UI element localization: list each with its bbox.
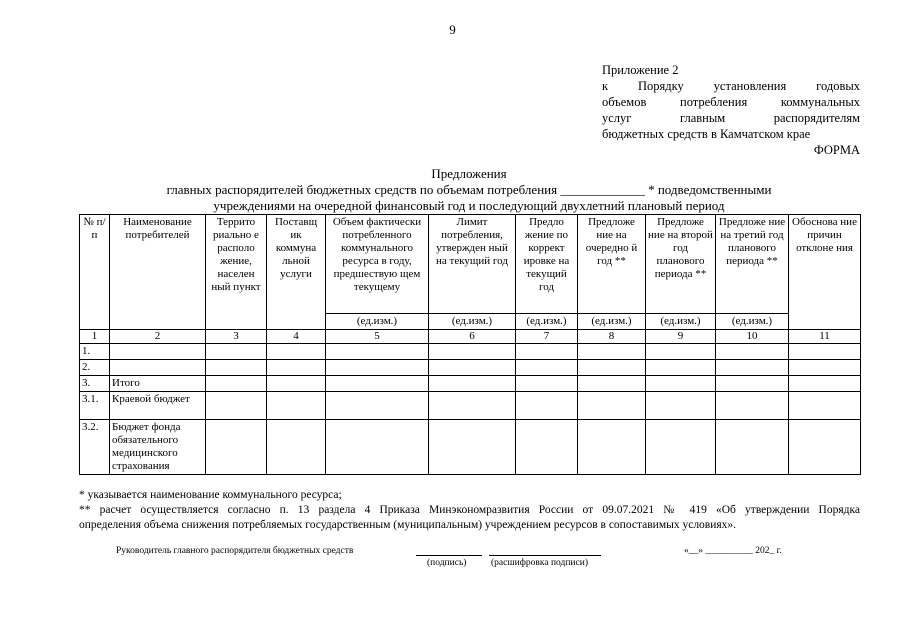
- appendix-line-1: к Порядку установления годовых: [602, 79, 860, 93]
- signature-underline: [416, 545, 482, 556]
- heading-line-2: главных распорядителей бюджетных средств по объемам потребления _____________ * подведомственными: [166, 182, 772, 197]
- column-number: 2: [110, 330, 206, 344]
- column-number: 11: [789, 330, 861, 344]
- decoding-line: [489, 545, 601, 559]
- unit-cell: (ед.изм.): [578, 314, 646, 330]
- column-number: 4: [267, 330, 326, 344]
- proposals-table: [79, 214, 861, 475]
- header-cell: Предложе ние на очередно й год **: [578, 215, 646, 314]
- unit-cell: (ед.изм.): [429, 314, 516, 330]
- table-row: [80, 360, 861, 376]
- row-name: Бюджет фонда обязательного медицинского страхования: [110, 420, 206, 475]
- signature-label: Руководитель главного распорядителя бюджетных средств: [116, 546, 354, 556]
- row-name: Краевой бюджет: [110, 392, 206, 420]
- row-number: 3.2.: [80, 420, 110, 475]
- appendix-block: [602, 62, 860, 158]
- unit-cell: (ед.изм.): [646, 314, 716, 330]
- decoding-caption: (расшифровка подписи): [491, 558, 588, 568]
- column-number: 7: [516, 330, 578, 344]
- unit-cell: (ед.изм.): [716, 314, 789, 330]
- footnote-2-line-1: ** расчет осуществляется согласно п. 13 раздела 4 Приказа Минэкономразвития России от 09.07.2021 № 419 «Об утверждении Порядка: [79, 504, 860, 516]
- header-cell: Предложе ние на третий год планового периода **: [716, 215, 789, 314]
- heading-title: Предложения: [431, 166, 507, 181]
- column-number-row: [80, 330, 861, 344]
- table-row: [80, 344, 861, 360]
- row-number: 2.: [80, 360, 110, 376]
- column-number: 8: [578, 330, 646, 344]
- column-number: 1: [80, 330, 110, 344]
- appendix-title: Приложение 2: [602, 63, 679, 77]
- footnotes: [79, 488, 860, 533]
- column-number: 10: [716, 330, 789, 344]
- header-cell: Наименование потребителей: [110, 215, 206, 330]
- header-cell: Террито риально е располо жение, населен ный пункт: [206, 215, 267, 330]
- row-name: [110, 344, 206, 360]
- header-cell: № п/п: [80, 215, 110, 330]
- header-cell: Лимит потребления, утвержден ный на текущий год: [429, 215, 516, 314]
- table-row: [80, 420, 861, 475]
- page-number: 9: [449, 22, 456, 37]
- date-field: «__» __________ 202_ г.: [684, 546, 782, 556]
- header-cell: Предло жение по коррект ировке на текущий год: [516, 215, 578, 314]
- unit-cell: (ед.изм.): [516, 314, 578, 330]
- column-number: 9: [646, 330, 716, 344]
- header-cell: Поставщ ик коммуна льной услуги: [267, 215, 326, 330]
- header-row: [80, 215, 861, 314]
- signature-line: [416, 545, 482, 559]
- column-number: 3: [206, 330, 267, 344]
- column-number: 6: [429, 330, 516, 344]
- table-row: [80, 376, 861, 392]
- appendix-line-3: услуг главным распорядителям: [602, 111, 860, 125]
- row-name: [110, 360, 206, 376]
- column-number: 5: [326, 330, 429, 344]
- appendix-line-2: объемов потребления коммунальных: [602, 95, 860, 109]
- heading-line-3: учреждениями на очередной финансовый год и последующий двухлетний плановый период: [213, 198, 725, 213]
- footnote-1: * указывается наименование коммунального ресурса;: [79, 489, 342, 501]
- row-number: 3.: [80, 376, 110, 392]
- signature-caption: (подпись): [427, 558, 467, 568]
- document-heading: [78, 166, 860, 214]
- table-row: [80, 392, 861, 420]
- header-cell: Объем фактически потребленного коммунального ресурса в году, предшествую щем текущему: [326, 215, 429, 314]
- header-cell: Обоснова ние причин отклоне ния: [789, 215, 861, 330]
- appendix-line-4: бюджетных средств в Камчатском крае: [602, 127, 811, 141]
- decoding-underline: [489, 545, 601, 556]
- header-cell: Предложе ние на второй год планового периода **: [646, 215, 716, 314]
- row-number: 1.: [80, 344, 110, 360]
- unit-cell: (ед.изм.): [326, 314, 429, 330]
- form-label: ФОРМА: [813, 143, 860, 157]
- row-name: Итого: [110, 376, 206, 392]
- footnote-2-line-2: определения объема снижения потребляемых государственным (муниципальным) учреждением ресурсов в сопоставимых условиях».: [79, 519, 737, 531]
- row-number: 3.1.: [80, 392, 110, 420]
